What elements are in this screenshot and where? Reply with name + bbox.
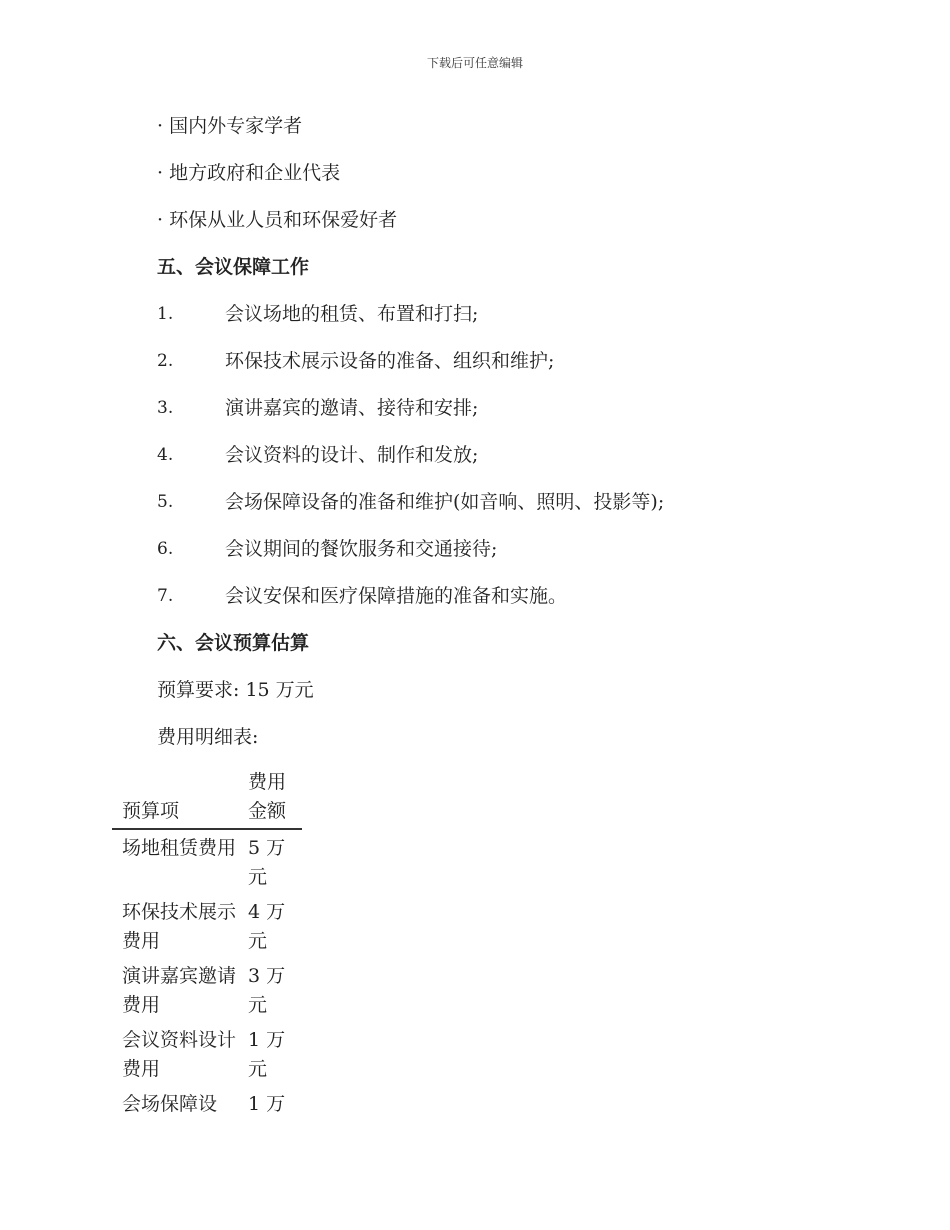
bullet-item: · 环保从业人员和环保爱好者 [157,209,398,231]
section-heading: 五、会议保障工作 [157,256,310,278]
bullet-item: · 国内外专家学者 [157,115,303,137]
item-number: 5. [157,492,174,512]
numbered-item [157,533,857,580]
document-body [157,110,857,768]
item-number: 2. [157,351,174,371]
item-text: 会议场地的租赁、布置和打扫; [225,303,479,325]
item-number: 6. [157,539,174,559]
bullet-item: · 地方政府和企业代表 [157,162,341,184]
item-text: 环保技术展示设备的准备、组织和维护; [225,350,555,372]
table-row [112,1022,302,1086]
page-header: 下载后可任意编辑 [426,56,523,70]
cell-item: 会场保障设 [122,1093,218,1115]
item-text: 会议资料的设计、制作和发放; [225,444,479,466]
cell-amount: 3 万元 [248,965,286,1016]
table-row [112,894,302,958]
budget-table-wrapper [112,768,302,1121]
cell-amount: 5 万元 [248,837,286,888]
item-number: 4. [157,445,174,465]
cell-item: 环保技术展示费用 [122,901,237,952]
table-row [112,958,302,1022]
numbered-item [157,298,857,345]
table-row [112,829,302,894]
table-row [112,1086,302,1121]
cell-item: 场地租赁费用 [122,837,237,859]
numbered-item [157,345,857,392]
header-amount: 费用金额 [238,768,302,829]
cell-amount: 4 万元 [248,901,286,952]
detail-label: 费用明细表: [157,726,259,748]
numbered-item [157,486,857,533]
cell-amount: 1 万 [248,1093,286,1115]
item-number: 7. [157,586,174,606]
budget-table [112,768,302,1121]
cell-item: 演讲嘉宾邀请费用 [122,965,237,1016]
item-text: 会议期间的餐饮服务和交通接待; [225,538,498,560]
item-text: 会场保障设备的准备和维护(如音响、照明、投影等); [225,491,665,513]
table-header-row [112,768,302,829]
numbered-item [157,439,857,486]
cell-item: 会议资料设计费用 [122,1029,237,1080]
header-budget-item: 预算项 [112,768,238,829]
cell-amount: 1 万元 [248,1029,286,1080]
numbered-item [157,392,857,439]
item-text: 演讲嘉宾的邀请、接待和安排; [225,397,479,419]
item-number: 1. [157,304,174,324]
item-number: 3. [157,398,174,418]
budget-requirement: 预算要求: 15 万元 [157,679,314,701]
section-heading: 六、会议预算估算 [157,632,310,654]
item-text: 会议安保和医疗保障措施的准备和实施。 [225,585,568,607]
numbered-item [157,580,857,627]
